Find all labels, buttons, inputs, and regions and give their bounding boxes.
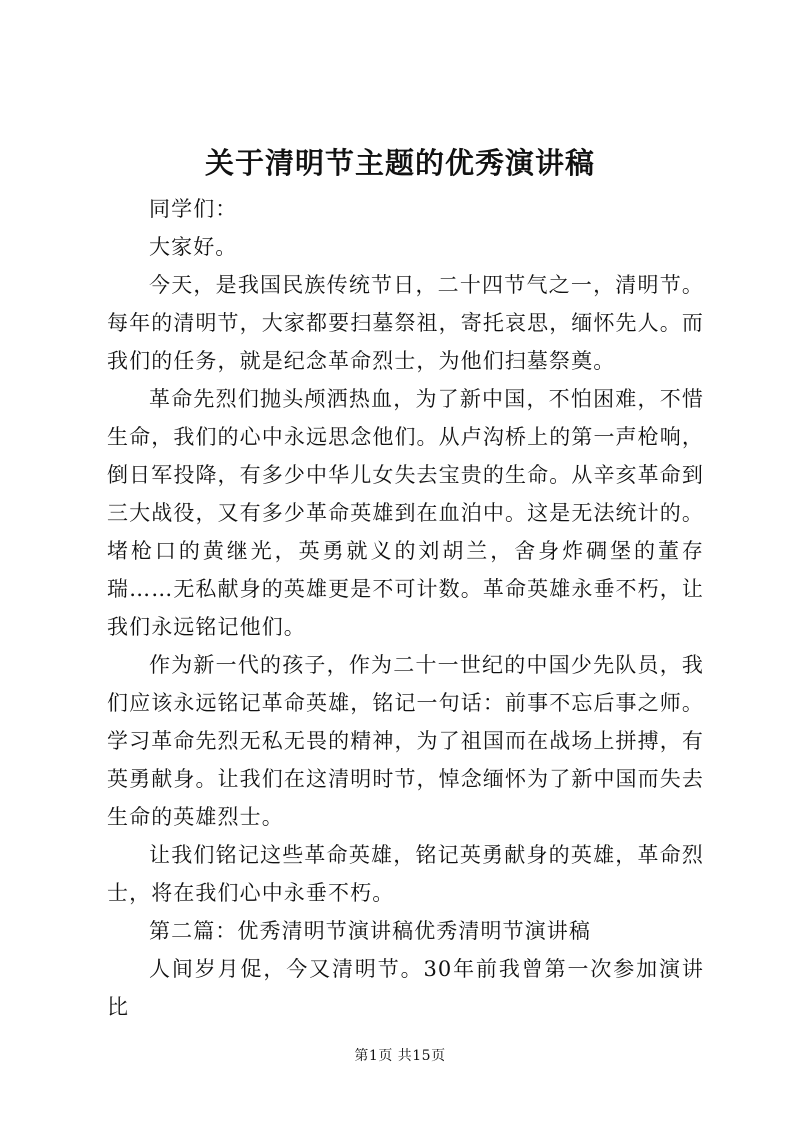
- paragraph-young-pioneers: 作为新一代的孩子，作为二十一世纪的中国少先队员，我们应该永远铭记革命英雄，铭记一句话：前事不忘后事之师。学习革命先烈无私无畏的精神，为了祖国而在战场上拼搏，有英勇献身。让我们在这清明时节，悼念缅怀为了新中国而失去生命的英雄烈士。: [107, 653, 704, 829]
- paragraph-hello: 大家好。: [149, 235, 238, 259]
- paragraph-second-start: 人间岁月促，今又清明节。30年前我曾第一次参加演讲比: [107, 957, 704, 1019]
- paragraph-intro: 今天，是我国民族传统节日，二十四节气之一，清明节。每年的清明节，大家都要扫墓祭祖，寄托哀思，缅怀先人。而我们的任务，就是纪念革命烈士，为他们扫墓祭奠。: [107, 273, 704, 373]
- paragraph-greeting: 同学们：: [149, 197, 238, 221]
- paragraph-martyrs: 革命先烈们抛头颅洒热血，为了新中国，不怕困难，不惜生命，我们的心中永远思念他们。从卢沟桥上的第一声枪响，倒日军投降，有多少中华儿女失去宝贵的生命。从辛亥革命到三大战役，又有多少革命英雄到在血泊中。这是无法统计的。堵枪口的黄继光，英勇就义的刘胡兰，舍身炸碉堡的董存瑞……无私献身的英雄更是不可计数。革命英雄永垂不朽，让我们永远铭记他们。: [107, 387, 704, 639]
- document-title: 关于清明节主题的优秀演讲稿: [204, 146, 595, 180]
- page-footer: 第1页 共15页: [354, 1048, 446, 1064]
- section-heading-second: 第二篇：优秀清明节演讲稿优秀清明节演讲稿: [149, 919, 591, 943]
- paragraph-remember: 让我们铭记这些革命英雄，铭记英勇献身的英雄，革命烈士，将在我们心中永垂不朽。: [107, 843, 704, 905]
- document-body: [107, 190, 704, 1026]
